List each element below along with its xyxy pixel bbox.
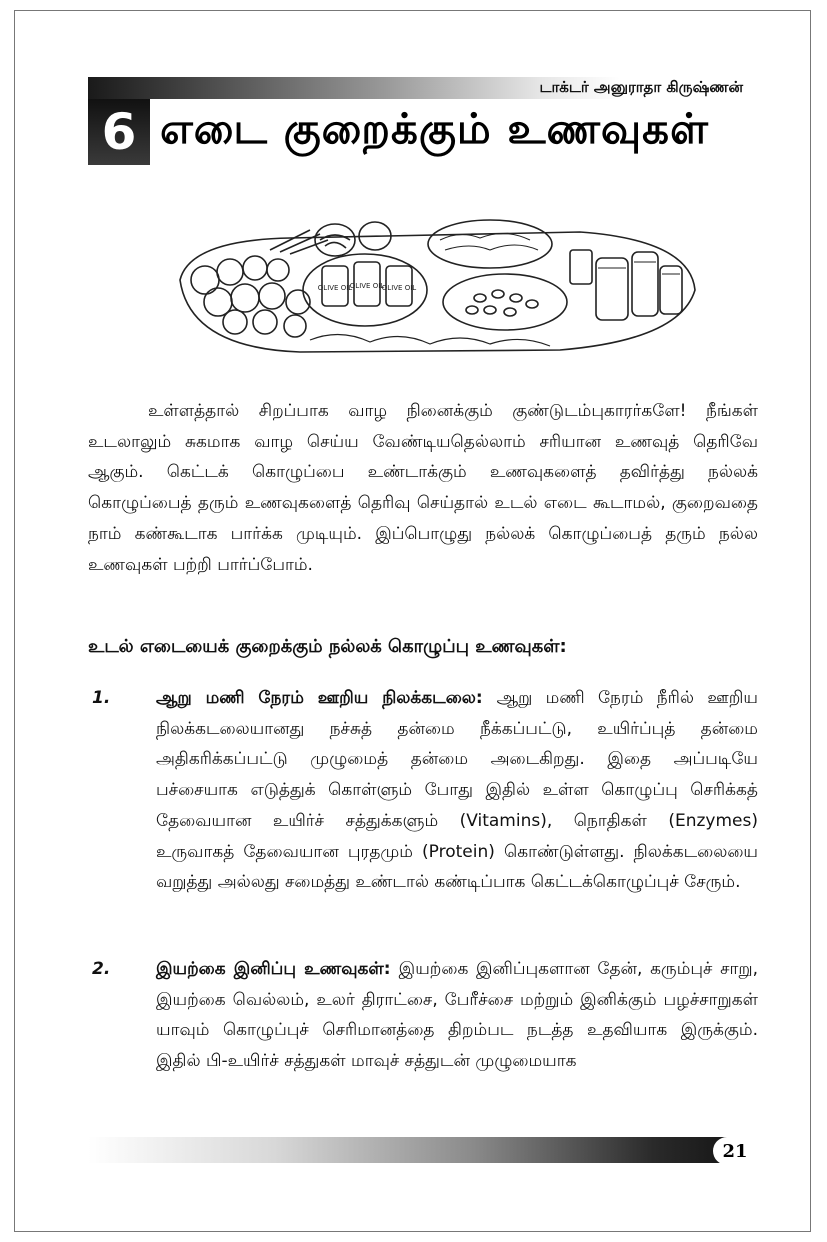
section-heading: உடல் எடையைக் குறைக்கும் நல்லக் கொழுப்பு உணவுகள்: — [88, 636, 567, 657]
fruit — [223, 310, 247, 334]
author-name: டாக்டர் அனுராதா கிருஷ்ணன் — [539, 78, 743, 96]
oil-jar-label: OLIVE OIL — [317, 284, 353, 292]
grain-bowl — [428, 220, 552, 268]
beans-bowl — [443, 274, 567, 330]
chapter-number: 6 — [88, 99, 150, 165]
oil-jar-label: OLIVE OIL — [349, 282, 385, 290]
fruit — [267, 259, 289, 281]
list-item-body — [156, 954, 758, 1077]
food-platter-illustration — [160, 210, 700, 358]
bottle — [596, 258, 628, 320]
list-item-title: இயற்கை இனிப்பு உணவுகள்: — [156, 959, 399, 979]
page-number: 21 — [713, 1137, 757, 1165]
fruit — [259, 283, 285, 309]
list-item-number: 2. — [92, 959, 111, 979]
list-item-title: ஆறு மணி நேரம் ஊறிய நிலக்கடலை: — [156, 688, 497, 708]
small-bottle — [570, 250, 592, 284]
fruit — [231, 284, 259, 312]
list-item-text: ஆறு மணி நேரம் நீரில் ஊறிய நிலக்கடலையானது நச்சுத் தன்மை நீக்கப்பட்டு, உயிர்ப்புத் தன்மை அதிகரிக்கப்பட்டு முழுமைத் தன்மை அடைகிறது. இதை அப்படியே பச்சையாக எடுத்துக் கொள்ளும் போது இதில் உள்ள கொழுப்பு செரிக்கத் தேவையான உயிர்ச் சத்துக்களும் (Vitamins), நொதிகள் (Enzymes) உருவாகத் தேவையான புரதமும் (Protein) கொண்டுள்ளது. நிலக்கடலையை வறுத்து அல்லது சமைத்து உண்டால் கண்டிப்பாக கெட்டக்கொழுப்புச் சேரும். — [156, 688, 758, 893]
fruit — [243, 256, 267, 280]
fruit — [191, 266, 219, 294]
fruit — [253, 310, 277, 334]
fruit — [284, 315, 306, 337]
list-item-text: இயற்கை இனிப்புகளான தேன், கரும்புச் சாறு, இயற்கை வெல்லம், உலர் திராட்சை, பேரீச்சை மற்றும் இனிக்கும் பழச்சாறுகள் யாவும் கொழுப்புச் செரிமானத்தை திறம்பட நடத்த உதவியாக இருக்கும். இதில் பி-உயிர்ச் சத்துகள் மாவுச் சத்துடன் முழுமையாக — [156, 959, 758, 1072]
bottle — [660, 266, 682, 314]
list-item-body — [156, 683, 758, 898]
chapter-title: எடை குறைக்கும் உணவுகள் — [160, 104, 709, 153]
intro-paragraph: உள்ளத்தால் சிறப்பாக வாழ நினைக்கும் குண்டுடம்புகாரர்களே! நீங்கள் உடலாலும் சுகமாக வாழ செய்ய வேண்டியதெல்லாம் சரியான உணவுத் தெரிவே ஆகும். கெட்டக் கொழுப்பை உண்டாக்கும் உணவுகளைத் தவிர்த்து நல்லக் கொழுப்பைத் தரும் உணவுகளைத் தெரிவு செய்தால் உடல் எடை கூடாமல், குறைவதை நாம் கண்கூடாக பார்க்க முடியும். இப்பொழுது நல்லக் கொழுப்பைத் தரும் நல்ல உணவுகள் பற்றி பார்ப்போம். — [88, 401, 758, 575]
oil-jar-label: OLIVE OIL — [381, 284, 417, 292]
list-item-number: 1. — [92, 688, 111, 708]
footer-gradient-bar — [88, 1137, 753, 1163]
fruit — [217, 259, 243, 285]
